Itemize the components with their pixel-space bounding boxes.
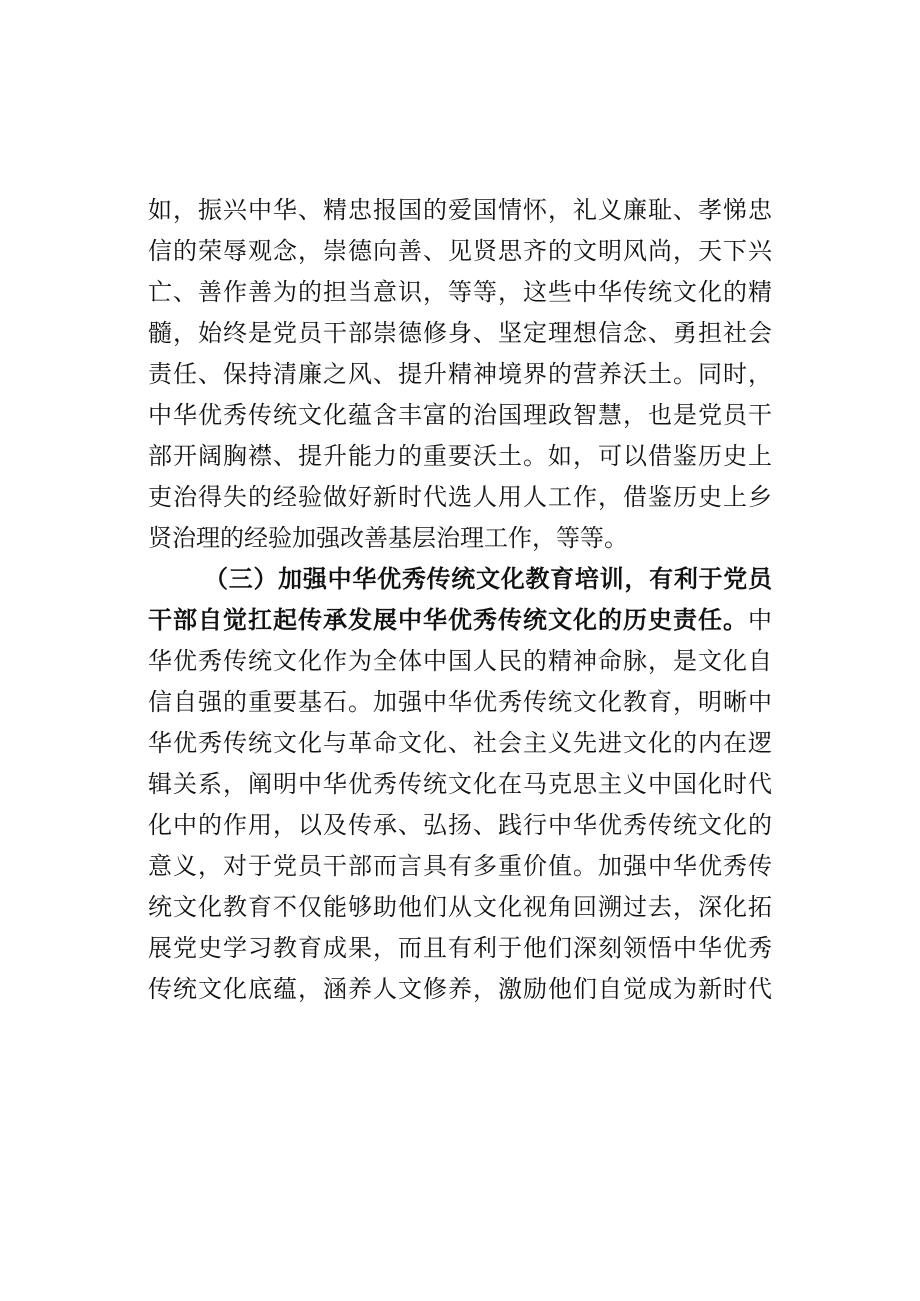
document-body	[148, 190, 772, 1010]
paragraph-1-line-7: 部开阔胸襟、提升能力的重要沃土。如，可以借鉴历史上	[148, 442, 772, 470]
paragraph-2-line-2: 信自强的重要基石。加强中华优秀传统文化教育，明晰中	[148, 688, 772, 716]
paragraph-1-line-4: 髓，始终是党员干部崇德修身、坚定理想信念、勇担社会	[148, 319, 772, 347]
paragraph-1-line-5: 责任、保持清廉之风、提升精神境界的营养沃土。同时，	[148, 360, 772, 388]
section-heading-line-2	[148, 600, 772, 641]
paragraph-1-line-9: 贤治理的经验加强改善基层治理工作，等等。	[148, 524, 628, 552]
paragraph-2-line-8: 展党史学习教育成果，而且有利于他们深刻领悟中华优秀	[148, 934, 772, 962]
paragraph-2-line-9: 传统文化底蕴，涵养人文修养，激励他们自觉成为新时代	[148, 975, 772, 1003]
paragraph-2-line-4: 辑关系，阐明中华优秀传统文化在马克思主义中国化时代	[148, 770, 772, 798]
paragraph-2-line-5: 化中的作用，以及传承、弘扬、践行中华优秀传统文化的	[148, 811, 772, 839]
section-heading-text: 干部自觉扛起传承发展中华优秀传统文化的历史责任。	[148, 606, 748, 634]
paragraph-1-line-8: 吏治得失的经验做好新时代选人用人工作，借鉴历史上乡	[148, 483, 772, 511]
paragraph-1-line-1: 如，振兴中华、精忠报国的爱国情怀，礼义廉耻、孝悌忠	[148, 196, 772, 224]
paragraph-2-line-1: 华优秀传统文化作为全体中国人民的精神命脉，是文化自	[148, 647, 772, 675]
section-body-start: 中	[748, 606, 772, 634]
paragraph-1-line-2: 信的荣辱观念，崇德向善、见贤思齐的文明风尚，天下兴	[148, 237, 772, 265]
paragraph-1-line-6: 中华优秀传统文化蕴含丰富的治国理政智慧，也是党员干	[148, 401, 772, 429]
paragraph-2-line-7: 统文化教育不仅能够助他们从文化视角回溯过去，深化拓	[148, 893, 772, 921]
section-heading-line-1: （三）加强中华优秀传统文化教育培训，有利于党员	[204, 565, 772, 593]
paragraph-2-line-3: 华优秀传统文化与革命文化、社会主义先进文化的内在逻	[148, 729, 772, 757]
paragraph-2-line-6: 意义，对于党员干部而言具有多重价值。加强中华优秀传	[148, 852, 772, 880]
paragraph-1-line-3: 亡、善作善为的担当意识，等等，这些中华传统文化的精	[148, 278, 772, 306]
